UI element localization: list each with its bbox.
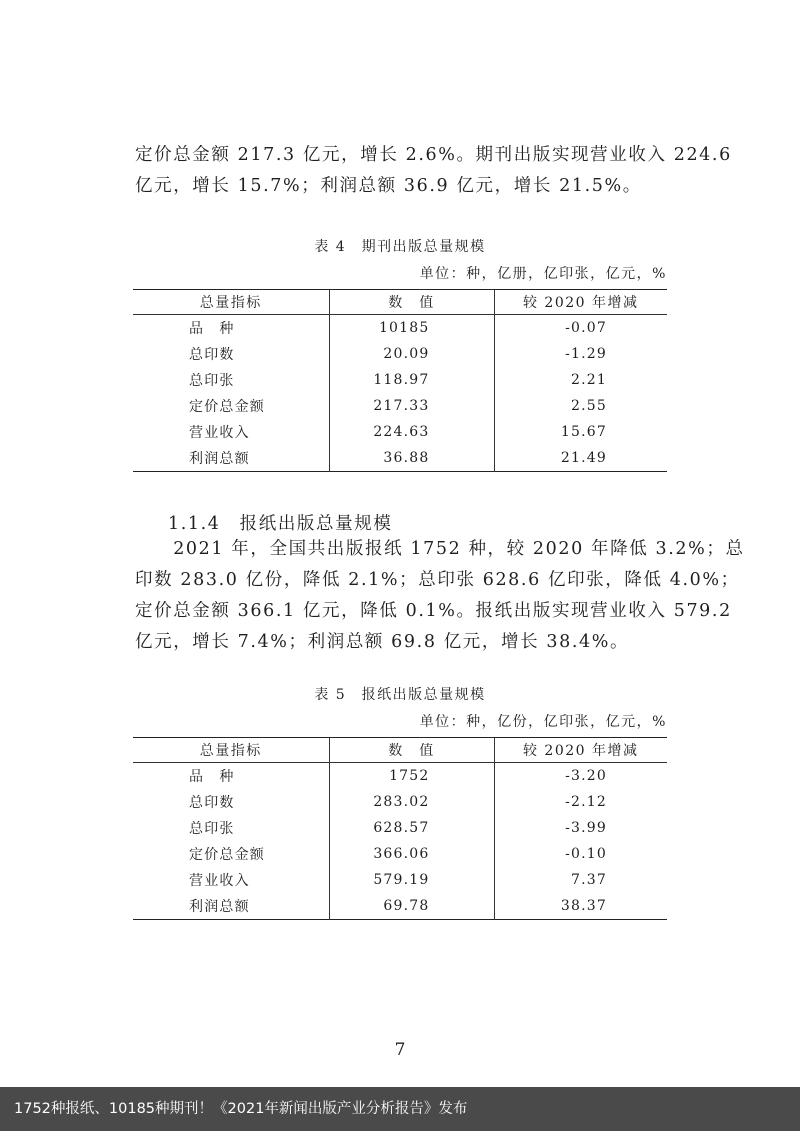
metric-change: -0.10 — [494, 841, 667, 867]
metric-change: -3.99 — [494, 815, 667, 841]
table-row — [133, 841, 667, 867]
metric-name: 定价总金额 — [189, 847, 265, 863]
metric-name: 定价总金额 — [189, 399, 265, 415]
table5-header-metric: 总量指标 — [133, 738, 329, 763]
metric-name: 品 种 — [189, 321, 235, 337]
metric-change: -1.29 — [494, 341, 667, 367]
table5-header-value: 数 值 — [329, 738, 494, 763]
table4-header-change: 较 2020 年增减 — [494, 290, 667, 315]
metric-name: 总印数 — [189, 795, 235, 811]
table-row — [133, 315, 667, 342]
metric-change: 2.21 — [494, 367, 667, 393]
newspaper-line-1: 2021 年，全国共出版报纸 1752 种，较 2020 年降低 3.2%；总 — [135, 539, 745, 559]
metric-value: 36.88 — [329, 445, 494, 472]
metric-value: 366.06 — [329, 841, 494, 867]
table4 — [133, 289, 667, 472]
metric-change: -2.12 — [494, 789, 667, 815]
metric-change: 2.55 — [494, 393, 667, 419]
metric-name: 品 种 — [189, 769, 235, 785]
metric-name: 总印张 — [189, 373, 235, 389]
metric-name: 营业收入 — [189, 873, 250, 889]
table-row — [133, 393, 667, 419]
section-heading: 1.1.4 报纸出版总量规模 — [168, 514, 393, 534]
table5-header-row — [133, 738, 667, 763]
table5-unit: 单位：种，亿份，亿印张，亿元，% — [419, 714, 667, 730]
metric-change: 15.67 — [494, 419, 667, 445]
newspaper-line-4: 亿元，增长 7.4%；利润总额 69.8 亿元，增长 38.4%。 — [135, 632, 630, 652]
table5-caption: 表 5 报纸出版总量规模 — [314, 687, 486, 703]
metric-value: 118.97 — [329, 367, 494, 393]
intro-line-1: 定价总金额 217.3 亿元，增长 2.6%。期刊出版实现营业收入 224.6 — [135, 145, 732, 165]
table-row — [133, 763, 667, 790]
table4-caption: 表 4 期刊出版总量规模 — [314, 239, 486, 255]
metric-change: 38.37 — [494, 893, 667, 920]
metric-name: 利润总额 — [189, 451, 250, 467]
table4-header-value: 数 值 — [329, 290, 494, 315]
newspaper-line-3: 定价总金额 366.1 亿元，降低 0.1%。报纸出版实现营业收入 579.2 — [135, 601, 732, 621]
intro-paragraph — [135, 140, 732, 202]
newspaper-line-2: 印数 283.0 亿份，降低 2.1%；总印张 628.6 亿印张，降低 4.0%； — [135, 570, 740, 590]
table-row — [133, 815, 667, 841]
metric-value: 283.02 — [329, 789, 494, 815]
table-row — [133, 445, 667, 472]
table-row — [133, 893, 667, 920]
metric-change: 21.49 — [494, 445, 667, 472]
intro-line-2: 亿元，增长 15.7%；利润总额 36.9 亿元，增长 21.5%。 — [135, 176, 642, 196]
metric-value: 20.09 — [329, 341, 494, 367]
table5-header-change: 较 2020 年增减 — [494, 738, 667, 763]
metric-name: 总印张 — [189, 821, 235, 837]
newspaper-paragraph — [135, 534, 745, 658]
table5 — [133, 737, 667, 920]
table4-header-metric: 总量指标 — [133, 290, 329, 315]
footer-caption: 1752种报纸、10185种期刊！《2021年新闻出版产业分析报告》发布 — [0, 1087, 800, 1131]
table4-unit: 单位：种，亿册，亿印张，亿元，% — [419, 266, 667, 282]
metric-value: 69.78 — [329, 893, 494, 920]
metric-name: 营业收入 — [189, 425, 250, 441]
table-row — [133, 341, 667, 367]
table-row — [133, 867, 667, 893]
metric-value: 628.57 — [329, 815, 494, 841]
metric-value: 579.19 — [329, 867, 494, 893]
metric-name: 利润总额 — [189, 899, 250, 915]
table-row — [133, 367, 667, 393]
metric-change: -0.07 — [494, 315, 667, 342]
metric-value: 10185 — [329, 315, 494, 342]
page-number: 7 — [394, 1040, 406, 1060]
table4-header-row — [133, 290, 667, 315]
table-row — [133, 419, 667, 445]
metric-change: 7.37 — [494, 867, 667, 893]
table-row — [133, 789, 667, 815]
metric-change: -3.20 — [494, 763, 667, 790]
metric-value: 1752 — [329, 763, 494, 790]
metric-value: 217.33 — [329, 393, 494, 419]
metric-name: 总印数 — [189, 347, 235, 363]
metric-value: 224.63 — [329, 419, 494, 445]
